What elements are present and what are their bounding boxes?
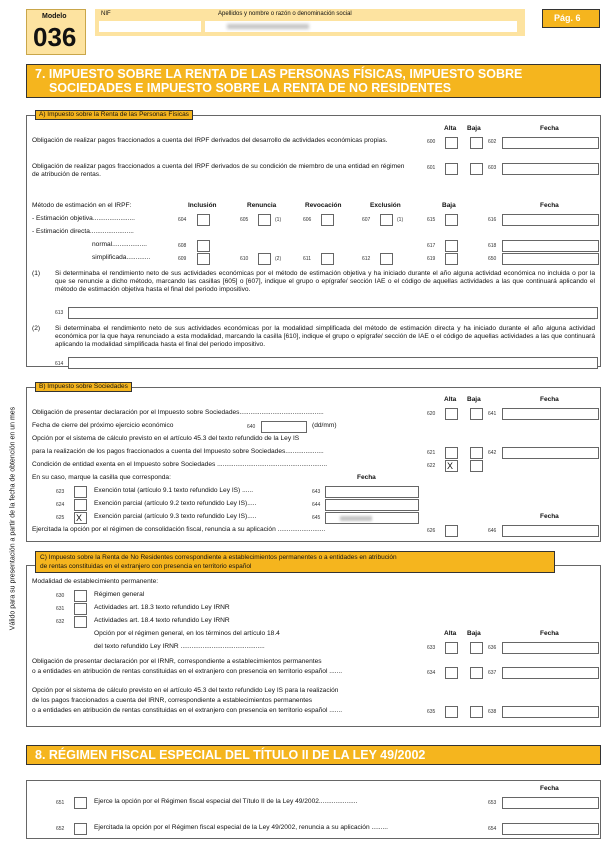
modelo-number: 036 <box>33 22 77 52</box>
checkbox-635[interactable] <box>445 706 458 718</box>
code-609: 609 <box>178 256 187 262</box>
code-612: 612 <box>362 256 371 262</box>
c-opt-line1: Opción por el régimen general, en los términos del artículo 18.4 <box>94 630 280 637</box>
date-field-646[interactable] <box>502 525 599 537</box>
c-opc-line3: o a entidades en atribución de rentas constituidas en el extranjero con presencia en territorio español ....... <box>32 707 343 714</box>
normal-label: normal................... <box>92 241 147 248</box>
h-fecha: Fecha <box>540 202 559 209</box>
nif-label: NIF <box>101 11 111 17</box>
b-e2-text: Exención parcial (artículo 9.2 texto refundido Ley IS)..... <box>94 500 257 507</box>
code-643: 643 <box>312 489 321 495</box>
checkbox-623[interactable] <box>74 486 87 498</box>
checkbox-625-mark: X <box>76 513 83 523</box>
code-624: 624 <box>56 502 65 508</box>
note-ref-2: (2) <box>275 256 282 262</box>
section8-bar <box>26 745 601 765</box>
date-field-637[interactable] <box>502 667 599 679</box>
c-m2-text: Actividades art. 18.3 texto refundido Ley IRNR <box>94 604 230 611</box>
subsection-c-label-line1: C) Impuesto sobre la Renta de No Residentes correspondiente a establecimientos permanentes o a entidades en atribución <box>40 554 397 561</box>
code-613: 613 <box>55 310 64 316</box>
name-label: Apellidos y nombre o razón o denominación social <box>218 11 352 17</box>
s8-r1-text: Ejerce la opción por el Régimen fiscal especial del Título II de la Ley 49/2002..................... <box>94 798 358 805</box>
simplificada-label: simplificada............. <box>92 254 151 261</box>
c-col-fecha: Fecha <box>540 630 559 637</box>
date-field-650[interactable] <box>502 253 599 265</box>
c-col-alta: Alta <box>444 630 457 637</box>
checkbox-630[interactable] <box>74 590 87 602</box>
code-622: 622 <box>427 463 436 469</box>
checkbox-611[interactable] <box>321 253 334 265</box>
code-600: 600 <box>427 139 436 145</box>
code-632: 632 <box>56 619 65 625</box>
h-renuncia: Renuncia <box>247 202 277 209</box>
checkbox-621-baja[interactable] <box>470 447 483 459</box>
c-modalidad: Modalidad de establecimiento permanente: <box>32 578 159 585</box>
date-field-641[interactable] <box>502 408 599 420</box>
field-640[interactable] <box>261 421 307 433</box>
checkbox-634-baja[interactable] <box>470 667 483 679</box>
code-646: 646 <box>488 528 497 534</box>
checkbox-603-baja[interactable] <box>470 163 483 175</box>
checkbox-634[interactable] <box>445 667 458 679</box>
code-623: 623 <box>56 489 65 495</box>
irpf-row1-text: Obligación de realizar pagos fraccionados a cuenta del IRPF derivados del desarrollo de actividades económicas propias. <box>32 137 388 144</box>
date-field-636[interactable] <box>502 642 599 654</box>
checkbox-601[interactable] <box>445 163 458 175</box>
subsection-a-label: A) Impuesto sobre la Renta de las Personas Físicas <box>35 110 193 120</box>
directa-label: - Estimación directa........................ <box>32 228 134 235</box>
code-635: 635 <box>427 709 436 715</box>
b-r2-unit: (dd/mm) <box>312 422 337 429</box>
date-field-638[interactable] <box>502 706 599 718</box>
b-fecha-right: Fecha <box>540 513 559 520</box>
c-m3-text: Actividades art. 18.4 texto refundido Ley IRNR <box>94 617 230 624</box>
code-631: 631 <box>56 606 65 612</box>
code-603: 603 <box>488 165 497 171</box>
code-650: 650 <box>488 256 497 262</box>
checkbox-651[interactable] <box>74 797 87 809</box>
code-615: 615 <box>427 217 436 223</box>
checkbox-615[interactable] <box>445 214 458 226</box>
code-605: 605 <box>240 217 249 223</box>
b-r1-text: Obligación de presentar declaración por el Impuesto sobre Sociedades.............................................. <box>32 409 324 416</box>
h-exclusion: Exclusión <box>370 202 401 209</box>
code-651: 651 <box>56 800 65 806</box>
checkbox-606[interactable] <box>321 214 334 226</box>
b-col-fecha: Fecha <box>540 396 559 403</box>
checkbox-633-baja[interactable] <box>470 642 483 654</box>
c-col-baja: Baja <box>467 630 481 637</box>
date-field-642[interactable] <box>502 447 599 459</box>
h-revocacion: Revocación <box>305 202 342 209</box>
section8-title: 8. RÉGIMEN FISCAL ESPECIAL DEL TÍTULO II DE LA LEY 49/2002 <box>35 748 426 762</box>
s8-col-fecha: Fecha <box>540 785 559 792</box>
code-606: 606 <box>303 217 312 223</box>
b-col-alta: Alta <box>444 396 457 403</box>
checkbox-612[interactable] <box>380 253 393 265</box>
note-ref-1a: (1) <box>275 217 282 223</box>
code-602: 602 <box>488 139 497 145</box>
checkbox-604[interactable] <box>197 214 210 226</box>
objetiva-label: - Estimación objetiva....................... <box>32 215 135 222</box>
subsection-b-label: B) Impuesto sobre Sociedades <box>35 382 132 392</box>
b-r2-text: Fecha de cierre del próximo ejercicio económico <box>32 422 174 429</box>
b-e3-text: Exención parcial (artículo 9.3 texto refundido Ley IS)..... <box>94 513 257 520</box>
code-644: 644 <box>312 502 321 508</box>
name-field[interactable] <box>205 21 517 32</box>
code-618: 618 <box>488 243 497 249</box>
col-baja: Baja <box>467 125 481 132</box>
b-r6-text: Ejercitada la opción por el régimen de consolidación fiscal, renuncia a su aplicación .......................... <box>32 526 326 533</box>
checkbox-620[interactable] <box>445 408 458 420</box>
checkbox-617[interactable] <box>445 240 458 252</box>
code-653: 653 <box>488 800 497 806</box>
note2-text: Si determinaba el rendimiento neto de sus actividades económicas por la modalidad simplificada del método de estimación directa y ha iniciado durante el año alguna actividad económica por la que haya renunciado a esta modalidad, marcando la casilla [610], indique el grupo o epígrafe/ sección de IAE o el código de aquellas actividades a las que continuará aplicando la modalidad simplificada hasta el final del periodo impositivo. <box>55 325 595 348</box>
side-note: Válido para su presentación a partir de la fecha de obtención en un mes <box>9 406 17 631</box>
b-r5-fecha: Fecha <box>357 474 376 481</box>
checkbox-652[interactable] <box>74 823 87 835</box>
nif-field[interactable] <box>99 21 201 32</box>
checkbox-622-baja[interactable] <box>470 460 483 472</box>
date-field-653[interactable] <box>502 797 599 809</box>
irpf-row2-text: Obligación de realizar pagos fraccionados a cuenta del IRPF derivados de su condición de miembro de una entidad en régimen de atribución de rentas. <box>32 163 405 178</box>
date-field-645[interactable] <box>325 512 419 524</box>
checkbox-609[interactable] <box>197 253 210 265</box>
redacted-date <box>340 516 372 521</box>
code-604: 604 <box>178 217 187 223</box>
checkbox-621[interactable] <box>445 447 458 459</box>
code-642: 642 <box>488 450 497 456</box>
page-label: Pág. 6 <box>554 13 581 23</box>
taxpayer-header <box>95 9 525 36</box>
checkbox-622-mark: X <box>447 461 454 471</box>
c-obl-line2: o a entidades en atribución de rentas constituidas en el extranjero con presencia en territorio español ....... <box>32 668 343 675</box>
section7-title-line1: 7. IMPUESTO SOBRE LA RENTA DE LAS PERSONAS FÍSICAS, IMPUESTO SOBRE <box>35 67 523 81</box>
code-634: 634 <box>427 670 436 676</box>
date-field-644[interactable] <box>325 499 419 511</box>
c-opt-line2: del texto refundido Ley IRNR .............................................. <box>94 643 265 650</box>
note1-text: Si determinaba el rendimiento neto de sus actividades económicas por el método de estimación objetiva y ha iniciado durante el año alguna actividad económica no incluida o por la que se renuncie a dicho método, marcando las casillas [605] o [607], indique el grupo o epígrafe/ sección IAE o el código de aquellas actividades a las que continuará aplicando el método de estimación objetiva hasta el final del periodo impositivo. <box>55 270 595 293</box>
h-baja: Baja <box>442 202 456 209</box>
b-r3-line2: para la realización de los pagos fraccionados a cuenta del Impuesto sobre Sociedades..................... <box>32 448 324 455</box>
subsection-c-label-line2: de rentas constituidas en el extranjero con presencia en territorio español <box>40 563 252 570</box>
code-652: 652 <box>56 826 65 832</box>
date-field-603[interactable] <box>502 163 599 175</box>
c-m1-text: Régimen general <box>94 591 145 598</box>
redacted-name <box>227 24 309 29</box>
code-640: 640 <box>247 424 256 430</box>
field-613[interactable] <box>68 307 598 319</box>
code-616: 616 <box>488 217 497 223</box>
b-col-baja: Baja <box>467 396 481 403</box>
section7-bar <box>26 64 601 98</box>
code-617: 617 <box>427 243 436 249</box>
code-601: 601 <box>427 165 436 171</box>
note2-mark: (2) <box>32 325 41 332</box>
code-608: 608 <box>178 243 187 249</box>
code-626: 626 <box>427 528 436 534</box>
checkbox-635-baja[interactable] <box>470 706 483 718</box>
code-611: 611 <box>303 256 311 262</box>
code-638: 638 <box>488 709 497 715</box>
code-614: 614 <box>55 361 64 367</box>
date-field-618[interactable] <box>502 240 599 252</box>
date-field-643[interactable] <box>325 486 419 498</box>
page-badge <box>542 9 600 28</box>
section7-title-line2: SOCIEDADES E IMPUESTO SOBRE LA RENTA DE NO RESIDENTES <box>49 81 452 95</box>
checkbox-620-baja[interactable] <box>470 408 483 420</box>
code-637: 637 <box>488 670 497 676</box>
checkbox-631[interactable] <box>74 603 87 615</box>
code-636: 636 <box>488 645 497 651</box>
col-alta: Alta <box>444 125 457 132</box>
checkbox-632[interactable] <box>74 616 87 628</box>
checkbox-626[interactable] <box>445 525 458 537</box>
checkbox-610[interactable] <box>258 253 271 265</box>
b-r5-text: En su caso, marque la casilla que corresponda: <box>32 474 171 481</box>
code-654: 654 <box>488 826 497 832</box>
col-fecha: Fecha <box>540 125 559 132</box>
code-620: 620 <box>427 411 436 417</box>
c-opc-line2: de los pagos fraccionados a cuenta del IRNR, correspondiente a establecimientos permanentes <box>32 697 313 704</box>
code-610: 610 <box>240 256 249 262</box>
b-r4-text: Condición de entidad exenta en el Impuesto sobre Sociedades ............................................................ <box>32 461 328 468</box>
checkbox-608[interactable] <box>197 240 210 252</box>
subsection-c-label <box>35 551 555 573</box>
date-field-654[interactable] <box>502 823 599 835</box>
checkbox-602-baja[interactable] <box>470 137 483 149</box>
s8-r2-text: Ejercitada la opción por el Régimen fiscal especial de la Ley 49/2002, renuncia a su aplicación ......... <box>94 824 388 831</box>
code-645: 645 <box>312 515 321 521</box>
code-621: 621 <box>427 450 436 456</box>
checkbox-624[interactable] <box>74 499 87 511</box>
checkbox-633[interactable] <box>445 642 458 654</box>
code-619: 619 <box>427 256 436 262</box>
code-641: 641 <box>488 411 497 417</box>
code-630: 630 <box>56 593 65 599</box>
checkbox-607[interactable] <box>380 214 393 226</box>
h-inclusion: Inclusión <box>188 202 217 209</box>
modelo-box <box>26 9 86 55</box>
code-607: 607 <box>362 217 371 223</box>
b-e1-text: Exención total (artículo 9.1 texto refundido Ley IS) ...... <box>94 487 254 494</box>
code-633: 633 <box>427 645 436 651</box>
checkbox-600[interactable] <box>445 137 458 149</box>
modelo-label: Modelo <box>42 13 67 20</box>
method-label: Método de estimación en el IRPF: <box>32 202 132 209</box>
b-r3-line1: Opción por el sistema de cálculo previsto en el artículo 45.3 del texto refundido de la Ley IS <box>32 435 300 442</box>
date-field-616[interactable] <box>502 214 599 226</box>
note1-mark: (1) <box>32 270 41 277</box>
c-opc-line1: Opción por el sistema de cálculo previsto en el artículo 45.3 del texto refundido Ley IS para la realización <box>32 687 339 694</box>
field-614[interactable] <box>68 357 598 369</box>
checkbox-619[interactable] <box>445 253 458 265</box>
code-625: 625 <box>56 515 65 521</box>
note-ref-1b: (1) <box>397 217 404 223</box>
date-field-602[interactable] <box>502 137 599 149</box>
checkbox-605[interactable] <box>258 214 271 226</box>
c-obl-line1: Obligación de presentar declaración por el IRNR, correspondiente a establecimientos permanentes <box>32 658 322 665</box>
